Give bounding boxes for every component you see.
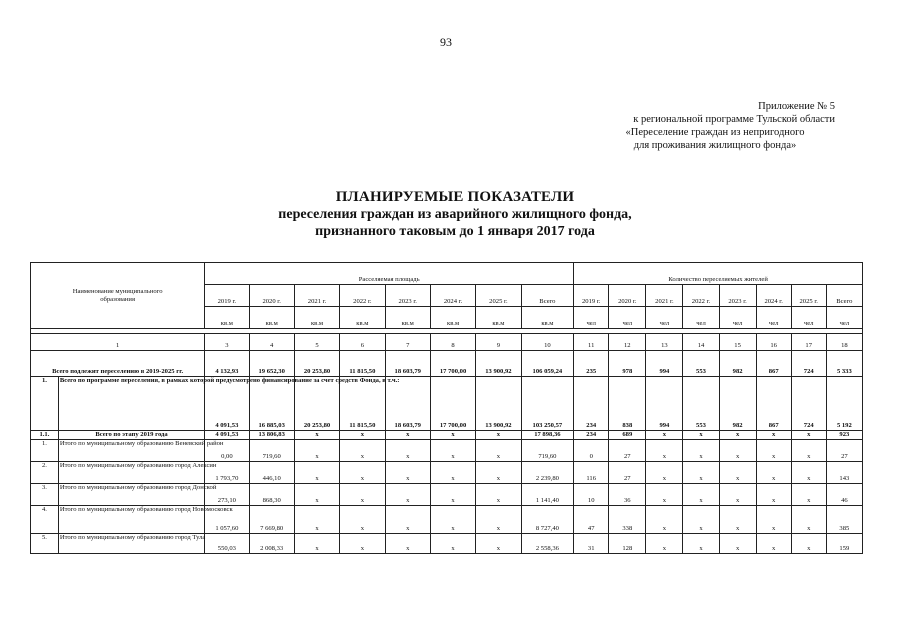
row-value: 994 (646, 351, 683, 377)
row-index: 3. (31, 484, 59, 506)
row-value: 2 239,80 (521, 462, 574, 484)
header-people-group: Количество переселяемых жителей (574, 263, 863, 285)
row-index: 4. (31, 506, 59, 534)
row-value: x (430, 484, 475, 506)
row-value: x (683, 534, 719, 554)
table-row (31, 462, 863, 484)
row-value: 446,10 (249, 462, 294, 484)
row-value: 31 (574, 534, 609, 554)
row-value: 719,60 (521, 440, 574, 462)
area-year-header: 2024 г. (430, 285, 475, 307)
row-value: 553 (683, 377, 719, 431)
area-unit-header: кв.м (205, 307, 249, 329)
row-value: 234 (574, 377, 609, 431)
row-value: x (340, 484, 385, 506)
row-value: x (646, 506, 683, 534)
column-number: 7 (385, 334, 430, 351)
people-unit-header: чел (826, 307, 862, 329)
row-value: 1 141,40 (521, 484, 574, 506)
row-value: 0 (574, 440, 609, 462)
row-index: 1. (31, 440, 59, 462)
column-number: 8 (430, 334, 475, 351)
row-value: 11 815,50 (340, 351, 385, 377)
row-value: x (683, 440, 719, 462)
people-year-header: 2023 г. (719, 285, 756, 307)
row-value: 17 898,36 (521, 431, 574, 440)
row-value: 20 253,80 (294, 351, 339, 377)
row-value: 13 806,83 (249, 431, 294, 440)
row-value: x (294, 506, 339, 534)
row-value: 17 700,00 (430, 351, 475, 377)
row-value: 838 (609, 377, 646, 431)
column-number: 11 (574, 334, 609, 351)
row-value: 689 (609, 431, 646, 440)
appendix-line-1: Приложение № 5 (758, 101, 835, 112)
row-value: x (646, 440, 683, 462)
row-value: 273,10 (205, 484, 249, 506)
row-value: x (719, 506, 756, 534)
row-value: 13 900,92 (476, 351, 521, 377)
table-row (31, 377, 863, 431)
row-value: x (385, 431, 430, 440)
people-unit-header: чел (574, 307, 609, 329)
row-value: 27 (826, 440, 862, 462)
row-value: x (340, 506, 385, 534)
row-value: x (385, 440, 430, 462)
row-value: 27 (609, 440, 646, 462)
people-year-header: 2020 г. (609, 285, 646, 307)
row-value: 8 727,40 (521, 506, 574, 534)
row-index: 1. (31, 377, 59, 431)
row-value: x (719, 534, 756, 554)
table-body (31, 351, 863, 554)
column-number: 1 (31, 334, 205, 351)
column-number: 17 (791, 334, 826, 351)
row-value: 10 (574, 484, 609, 506)
table-row (31, 431, 863, 440)
row-value: 978 (609, 351, 646, 377)
appendix-line-2: к региональной программе Тульской области (633, 114, 835, 125)
row-value: 4 091,53 (205, 431, 249, 440)
row-value: x (756, 462, 791, 484)
title-sub-1: переселения граждан из аварийного жилищного фонда, (278, 207, 632, 222)
row-value: 2 008,33 (249, 534, 294, 554)
column-number: 16 (756, 334, 791, 351)
row-value: x (385, 462, 430, 484)
area-year-header: 2022 г. (340, 285, 385, 307)
row-value: x (719, 484, 756, 506)
people-unit-header: чел (609, 307, 646, 329)
row-value: 103 250,57 (521, 377, 574, 431)
row-value: x (646, 484, 683, 506)
row-value: x (294, 462, 339, 484)
column-number: 12 (609, 334, 646, 351)
row-value: 19 652,30 (249, 351, 294, 377)
row-value: 159 (826, 534, 862, 554)
row-value: 116 (574, 462, 609, 484)
row-name: Итого по муниципальному образованию Веневский район (58, 440, 204, 462)
row-value: x (719, 440, 756, 462)
row-value: x (791, 506, 826, 534)
people-unit-header: чел (756, 307, 791, 329)
row-value: x (756, 506, 791, 534)
row-value: x (385, 506, 430, 534)
row-value: 143 (826, 462, 862, 484)
row-index: 2. (31, 462, 59, 484)
table-row (31, 440, 863, 462)
row-value: x (791, 534, 826, 554)
column-number: 3 (205, 334, 249, 351)
row-value: x (791, 462, 826, 484)
row-value: 553 (683, 351, 719, 377)
row-value: 0,00 (205, 440, 249, 462)
table-row (31, 506, 863, 534)
people-unit-header: чел (683, 307, 719, 329)
row-index: 5. (31, 534, 59, 554)
row-value: 128 (609, 534, 646, 554)
area-year-header: 2025 г. (476, 285, 521, 307)
table-row (31, 484, 863, 506)
row-value: x (646, 462, 683, 484)
row-value: 868,30 (249, 484, 294, 506)
area-unit-header: кв.м (249, 307, 294, 329)
row-value: 235 (574, 351, 609, 377)
row-value: x (430, 506, 475, 534)
row-index: 1.1. (31, 431, 59, 440)
row-value: x (476, 534, 521, 554)
row-name: Итого по муниципальному образованию город Тула (58, 534, 204, 554)
row-value: x (294, 431, 339, 440)
row-value: 982 (719, 377, 756, 431)
row-value: 719,60 (249, 440, 294, 462)
column-number: 5 (294, 334, 339, 351)
area-year-header: 2021 г. (294, 285, 339, 307)
row-value: x (683, 484, 719, 506)
appendix-line-4: для проживания жилищного фонда» (633, 140, 797, 151)
row-value: 550,03 (205, 534, 249, 554)
area-year-header: 2020 г. (249, 285, 294, 307)
row-value: x (340, 534, 385, 554)
row-value: 20 253,80 (294, 377, 339, 431)
row-value: x (476, 484, 521, 506)
row-name: Итого по муниципальному образованию город Алексин (58, 462, 204, 484)
area-year-header: Всего (521, 285, 574, 307)
indicators-table (30, 262, 863, 554)
column-number: 6 (340, 334, 385, 351)
people-year-header: 2019 г. (574, 285, 609, 307)
row-value: x (756, 534, 791, 554)
row-value: 4 091,53 (205, 377, 249, 431)
row-value: 724 (791, 351, 826, 377)
row-value: x (476, 440, 521, 462)
row-value: 5 333 (826, 351, 862, 377)
row-value: x (476, 506, 521, 534)
row-value: x (719, 462, 756, 484)
row-value: 923 (826, 431, 862, 440)
people-year-header: 2025 г. (791, 285, 826, 307)
header-area-group: Расселяемая площадь (205, 263, 574, 285)
row-value: x (385, 484, 430, 506)
header-name: Наименование муниципального образования (31, 263, 205, 329)
row-value: 13 900,92 (476, 377, 521, 431)
row-value: 982 (719, 351, 756, 377)
row-value: x (294, 440, 339, 462)
row-value: x (646, 431, 683, 440)
area-unit-header: кв.м (521, 307, 574, 329)
title-main: ПЛАНИРУЕМЫЕ ПОКАЗАТЕЛИ (335, 189, 575, 205)
row-name: Всего подлежит переселению в 2019-2025 гг. (31, 351, 205, 377)
people-year-header: 2021 г. (646, 285, 683, 307)
row-value: 17 700,00 (430, 377, 475, 431)
row-value: x (756, 431, 791, 440)
document-title (150, 188, 760, 240)
row-value: 11 815,50 (340, 377, 385, 431)
area-year-header: 2023 г. (385, 285, 430, 307)
row-value: 4 132,93 (205, 351, 249, 377)
row-value: 234 (574, 431, 609, 440)
row-value: 1 057,60 (205, 506, 249, 534)
column-number: 18 (826, 334, 862, 351)
row-value: x (430, 440, 475, 462)
table-row (31, 351, 863, 377)
people-unit-header: чел (719, 307, 756, 329)
page-number: 93 (440, 35, 452, 49)
row-value: 16 885,03 (249, 377, 294, 431)
table-row (31, 534, 863, 554)
row-value: 5 192 (826, 377, 862, 431)
column-number: 15 (719, 334, 756, 351)
row-value: x (430, 534, 475, 554)
column-number: 14 (683, 334, 719, 351)
area-unit-header: кв.м (430, 307, 475, 329)
row-name: Итого по муниципальному образованию город Донской (58, 484, 204, 506)
row-value: x (340, 431, 385, 440)
row-value: x (294, 534, 339, 554)
people-unit-header: чел (646, 307, 683, 329)
row-value: x (683, 431, 719, 440)
row-name: Итого по муниципальному образованию город Новомосковск (58, 506, 204, 534)
row-value: x (791, 440, 826, 462)
row-value: 994 (646, 377, 683, 431)
column-number: 13 (646, 334, 683, 351)
people-year-header: Всего (826, 285, 862, 307)
row-value: 724 (791, 377, 826, 431)
row-value: x (385, 534, 430, 554)
row-value: x (430, 431, 475, 440)
row-value: x (683, 462, 719, 484)
row-value: 1 793,70 (205, 462, 249, 484)
row-value: 2 558,36 (521, 534, 574, 554)
people-year-header: 2022 г. (683, 285, 719, 307)
row-value: 18 603,79 (385, 351, 430, 377)
row-value: x (294, 484, 339, 506)
row-value: 385 (826, 506, 862, 534)
row-value: x (756, 440, 791, 462)
column-number: 10 (521, 334, 574, 351)
column-number: 9 (476, 334, 521, 351)
column-number: 4 (249, 334, 294, 351)
appendix-note (535, 100, 835, 152)
people-unit-header: чел (791, 307, 826, 329)
row-value: 7 669,80 (249, 506, 294, 534)
area-unit-header: кв.м (294, 307, 339, 329)
row-value: x (719, 431, 756, 440)
row-value: 867 (756, 377, 791, 431)
row-value: x (791, 431, 826, 440)
row-value: 106 059,24 (521, 351, 574, 377)
row-value: 18 603,79 (385, 377, 430, 431)
row-value: 867 (756, 351, 791, 377)
area-unit-header: кв.м (476, 307, 521, 329)
row-name: Всего по этапу 2019 года (58, 431, 204, 440)
area-unit-header: кв.м (340, 307, 385, 329)
row-value: x (756, 484, 791, 506)
row-value: 27 (609, 462, 646, 484)
title-sub-2: признанного таковым до 1 января 2017 года (315, 224, 595, 239)
row-name: Всего по программе переселения, в рамках которой предусмотрено финансирование за счет средств Фонда, в т.ч.: (58, 377, 204, 431)
row-value: x (430, 462, 475, 484)
row-value: 338 (609, 506, 646, 534)
area-unit-header: кв.м (385, 307, 430, 329)
row-value: x (791, 484, 826, 506)
row-value: x (340, 462, 385, 484)
row-value: x (340, 440, 385, 462)
appendix-line-3: «Переселение граждан из непригодного (625, 127, 805, 138)
row-value: x (683, 506, 719, 534)
column-number-row (31, 334, 863, 351)
row-value: 36 (609, 484, 646, 506)
row-value: x (646, 534, 683, 554)
area-year-header: 2019 г. (205, 285, 249, 307)
row-value: 47 (574, 506, 609, 534)
row-value: 46 (826, 484, 862, 506)
row-value: x (476, 431, 521, 440)
people-year-header: 2024 г. (756, 285, 791, 307)
row-value: x (476, 462, 521, 484)
